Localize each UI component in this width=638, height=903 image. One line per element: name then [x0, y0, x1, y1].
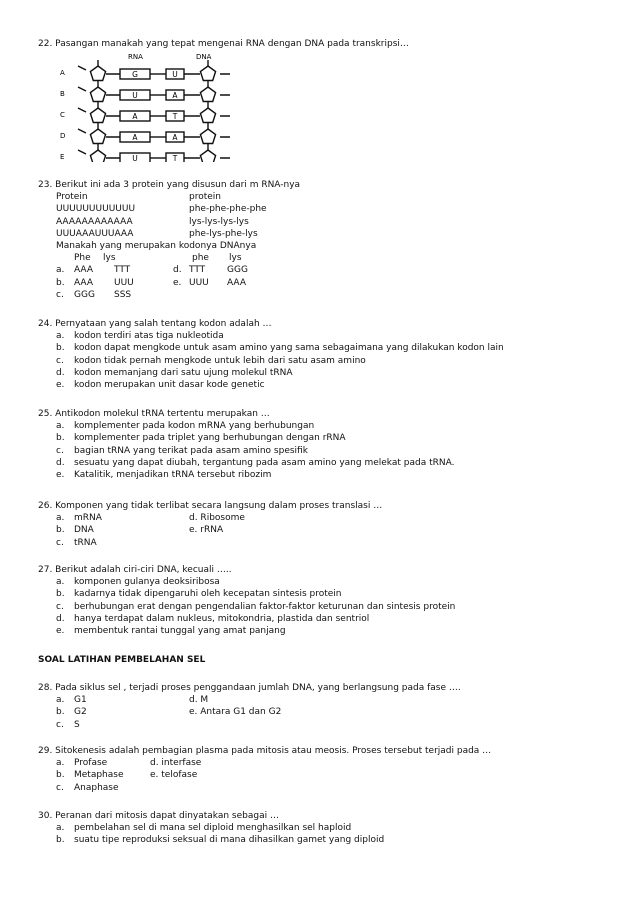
q26-option-b: b. DNA e. rRNA	[56, 525, 224, 536]
sugar-pentagon	[90, 87, 105, 102]
diagram-row-label: B	[60, 90, 65, 98]
question-24	[38, 318, 618, 391]
diagram-row	[60, 144, 230, 162]
question-29	[38, 745, 618, 794]
sugar-pentagon	[200, 129, 215, 144]
sugar-pentagon	[90, 129, 105, 144]
q27-option-c: c. berhubungan erat dengan pengendalian faktor-faktor keturunan dan sintesis protein	[56, 601, 456, 612]
dna-base-letter: A	[172, 133, 178, 142]
q23-question: Manakah yang merupakan kodonya DNAnya	[56, 240, 257, 251]
question-25	[38, 408, 618, 481]
sugar-pentagon	[90, 108, 105, 123]
sugar-pentagon	[200, 66, 215, 81]
diagram-row	[60, 102, 230, 123]
diagram-row-label: C	[60, 111, 65, 119]
q23-option: b. AAA UUU e. UUU AAA	[56, 277, 246, 288]
sugar-pentagon	[200, 108, 215, 123]
q23-options-header: Phe lys phe lys	[74, 253, 242, 264]
question-26-stem: 26. Komponen yang tidak terlibat secara langsung dalam proses translasi …	[38, 501, 383, 511]
q25-option-a: a. komplementer pada kodon mRNA yang berhubungan	[56, 421, 315, 432]
question-23	[38, 179, 618, 301]
question-29-stem: 29. Sitokenesis adalah pembagian plasma pada mitosis atau meosis. Proses tersebut terjadi pada …	[38, 746, 492, 756]
question-22-stem: 22. Pasangan manakah yang tepat mengenai RNA dengan DNA pada transkripsi…	[38, 39, 409, 49]
diagram-row-label: D	[60, 132, 66, 140]
q24-option-c: c. kodon tidak pernah mengkode untuk lebih dari satu asam amino	[56, 355, 366, 366]
q29-option-c: c. Anaphase	[56, 782, 119, 793]
q27-option-d: d. hanya terdapat dalam nukleus, mitokondria, plastida dan sentriol	[56, 613, 370, 624]
q26-option-a: a. mRNA d. Ribosome	[56, 513, 245, 524]
q25-option-c: c. bagian tRNA yang terikat pada asam amino spesifik	[56, 445, 308, 456]
question-28-stem: 28. Pada siklus sel , terjadi proses penggandaan jumlah DNA, yang berlangsung pada fase ….	[38, 683, 461, 693]
rna-base-letter: G	[132, 70, 138, 79]
sugar-pentagon	[200, 150, 215, 162]
question-24-stem: 24. Pernyataan yang salah tentang kodon adalah …	[38, 319, 272, 329]
q26-option-c: c. tRNA	[56, 537, 97, 548]
q30-option-a: a. pembelahan sel di mana sel diploid menghasilkan sel haploid	[56, 823, 352, 834]
q25-option-d: d. sesuatu yang dapat diubah, tergantung pada asam amino yang melekat pada tRNA.	[56, 457, 455, 468]
dna-base-letter: U	[172, 70, 178, 79]
diagram-col-dna: DNA	[196, 53, 212, 61]
question-26	[38, 500, 618, 549]
q23-table-row: UUUAAAUUUAAA phe-lys-phe-lys	[56, 228, 258, 239]
q29-option-b: b. Metaphase e. telofase	[56, 770, 198, 781]
question-27	[38, 564, 618, 637]
diagram-row	[60, 60, 230, 81]
diagram-row	[60, 123, 230, 144]
dna-base-letter: T	[172, 112, 178, 121]
diagram-row-label: E	[60, 153, 65, 161]
question-23-stem: 23. Berikut ini ada 3 protein yang disusun dari m RNA-nya	[38, 180, 301, 190]
q28-option-a: a. G1 d. M	[56, 695, 209, 706]
diagram-row	[60, 81, 230, 102]
diagram-col-rna: RNA	[128, 53, 143, 61]
rna-base-letter: U	[132, 91, 138, 100]
q24-option-d: d. kodon memanjang dari satu ujung molekul tRNA	[56, 367, 293, 378]
q23-option: a. AAA TTT d. TTT GGG	[56, 265, 248, 276]
sugar-pentagon	[90, 150, 105, 162]
q28-option-c: c. S	[56, 719, 80, 730]
q28-option-b: b. G2 e. Antara G1 dan G2	[56, 707, 282, 718]
question-27-stem: 27. Berikut adalah ciri-ciri DNA, kecuali …..	[38, 565, 232, 575]
q25-option-b: b. komplementer pada triplet yang berhubungan dengan rRNA	[56, 433, 346, 444]
sugar-pentagon	[200, 87, 215, 102]
q23-table-row: UUUUUUUUUUUU phe-phe-phe-phe	[56, 204, 267, 215]
question-30-stem: 30. Peranan dari mitosis dapat dinyatakan sebagai …	[38, 811, 279, 821]
q23-option: c. GGG SSS	[56, 289, 132, 300]
question-30	[38, 810, 618, 847]
q29-option-a: a. Profase d. interfase	[56, 758, 202, 769]
question-22	[38, 38, 618, 50]
rna-dna-diagram	[58, 50, 248, 162]
rna-base-letter: U	[132, 154, 138, 162]
question-25-stem: 25. Antikodon molekul tRNA tertentu merupakan …	[38, 409, 270, 419]
q24-option-b: b. kodon dapat mengkode untuk asam amino yang sama sebagaimana yang dilakukan kodon lain	[56, 343, 504, 354]
q27-option-e: e. membentuk rantai tunggal yang amat panjang	[56, 625, 286, 636]
q24-option-e: e. kodon merupakan unit dasar kode genetic	[56, 379, 265, 390]
q27-option-a: a. komponen gulanya deoksiribosa	[56, 577, 220, 588]
rna-base-letter: A	[132, 133, 138, 142]
section-title: SOAL LATIHAN PEMBELAHAN SEL	[38, 655, 206, 665]
q23-table-header: Protein protein	[56, 192, 221, 203]
q23-table-row: AAAAAAAAAAAA lys-lys-lys-lys	[56, 216, 249, 227]
dna-base-letter: T	[172, 154, 178, 162]
question-28	[38, 682, 618, 731]
sugar-pentagon	[90, 66, 105, 81]
q27-option-b: b. kadarnya tidak dipengaruhi oleh kecepatan sintesis protein	[56, 589, 342, 600]
q30-option-b: b. suatu tipe reproduksi seksual di mana dihasilkan gamet yang diploid	[56, 835, 385, 846]
q25-option-e: e. Katalitik, menjadikan tRNA tersebut ribozim	[56, 469, 272, 480]
rna-base-letter: A	[132, 112, 138, 121]
diagram-row-label: A	[60, 69, 65, 77]
q24-option-a: a. kodon terdiri atas tiga nukleotida	[56, 331, 224, 342]
dna-base-letter: A	[172, 91, 178, 100]
